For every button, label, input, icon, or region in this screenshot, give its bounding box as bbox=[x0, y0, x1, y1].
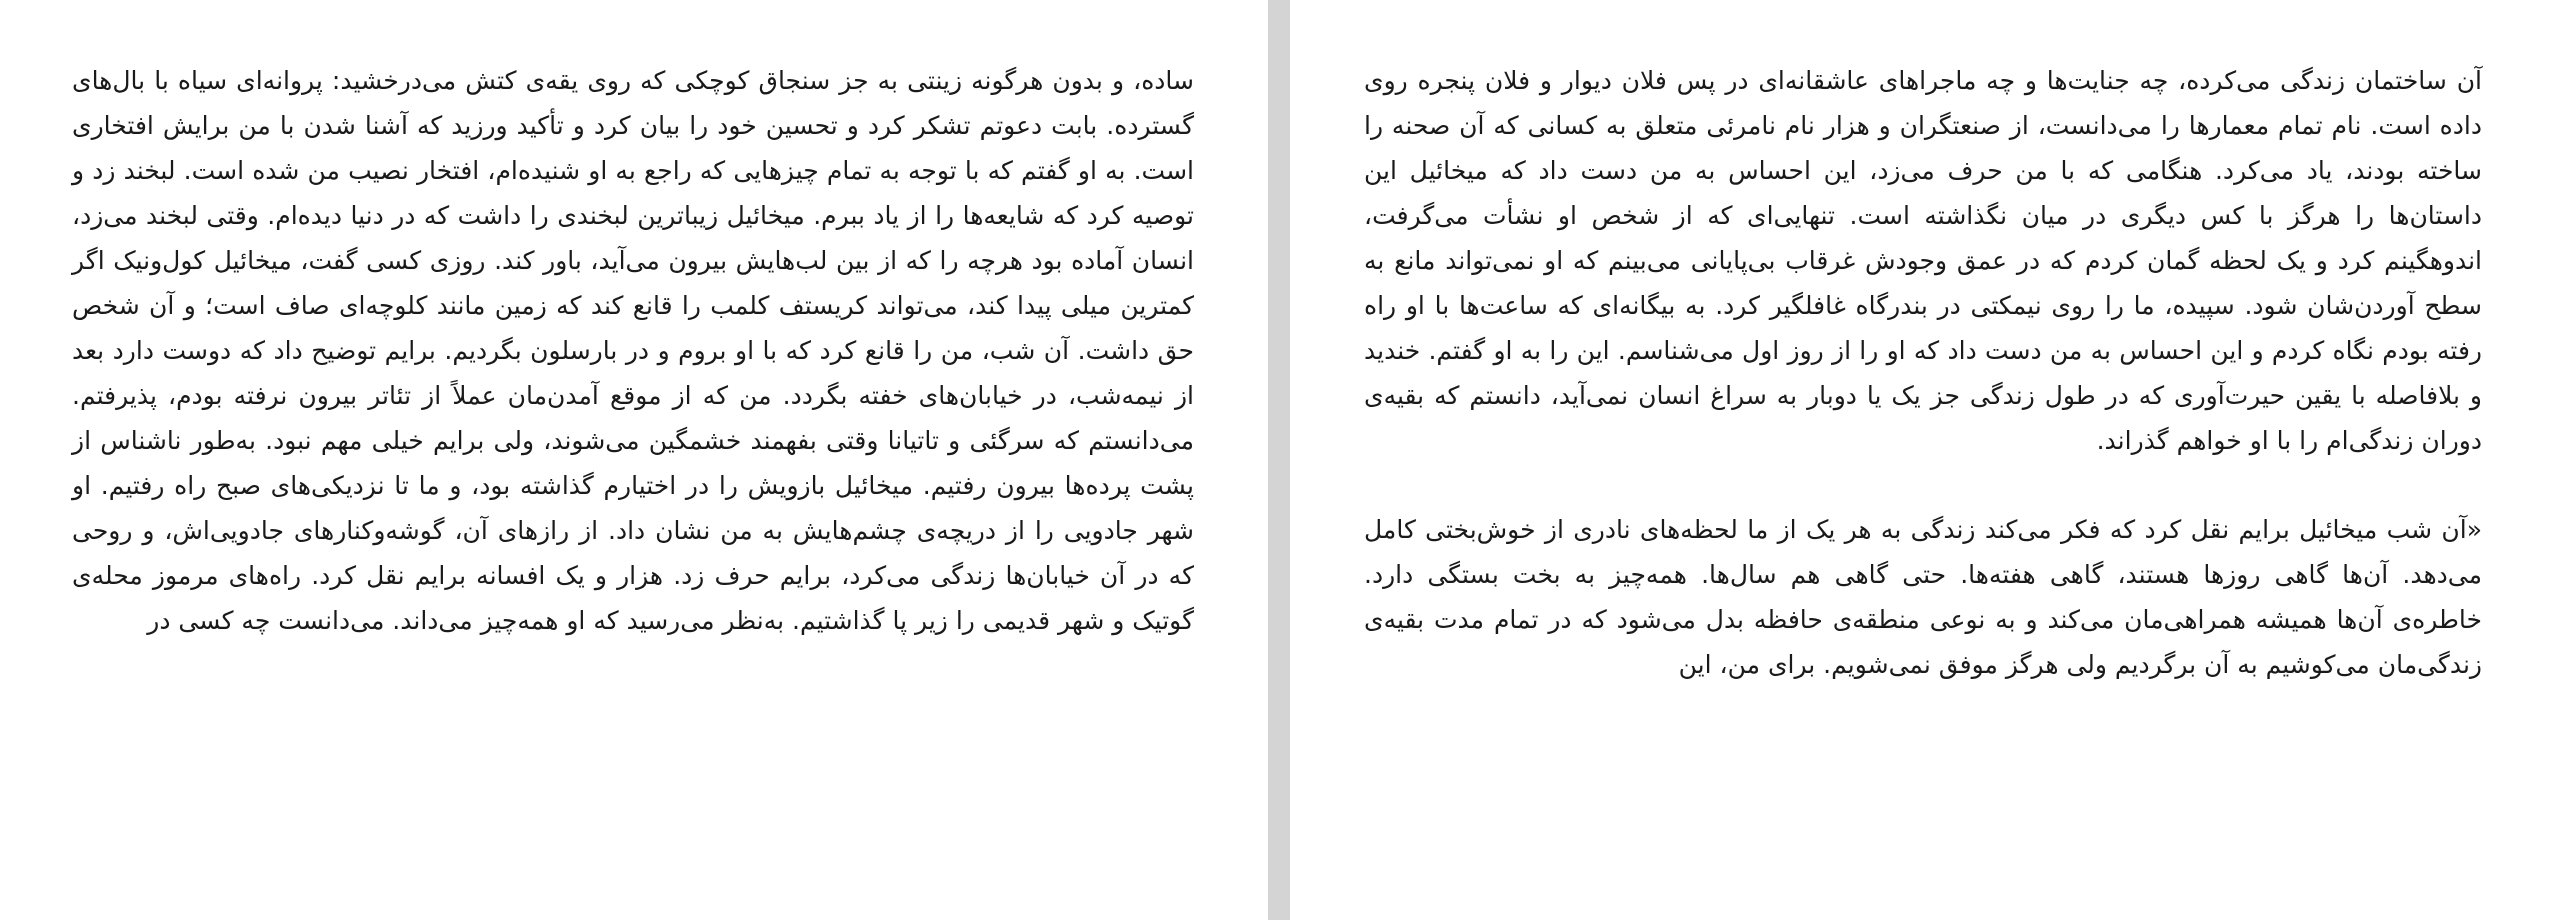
right-page-paragraph-2: «آن شب میخائیل برایم نقل کرد که فکر می‌کند زندگی به هر یک از ما لحظه‌های نادری از خوش‌بختی کامل می‌دهد. آن‌ها گاهی روزها هستند، گاهی هفته‌ها. حتی گاهی هم سال‌ها. همه‌چیز به بخت بستگی دارد. خاطره‌ی آن‌ها همیشه همراهی‌مان می‌کند و به نوعی منطقه‌ی حافظه بدل می‌شود که در تمام مدت بقیه‌ی زندگی‌مان می‌کوشیم به آن برگردیم ولی هرگز موفق نمی‌شویم. برای من، این bbox=[1364, 515, 2482, 679]
right-page bbox=[1290, 0, 2560, 920]
left-page bbox=[0, 0, 1268, 920]
right-page-paragraph-1: آن ساختمان زندگی می‌کرده، چه جنایت‌ها و چه ماجراهای عاشقانه‌ای در پس فلان دیوار و فلان پنجره روی داده است. نام تمام معمارها را می‌دانست، از صنعتگران و هزار نام نامرئی متعلق به کسانی که آن صحنه را ساخته بودند، یاد می‌کرد. هنگامی که با من حرف می‌زد، این احساس به من دست داد که میخائیل این داستان‌ها را هرگز با کس دیگری در میان نگذاشته است. تنهایی‌ای که از شخص او نشأت می‌گرفت، اندوهگینم کرد و یک لحظه گمان کردم که در عمق وجودش غرقاب بی‌پایانی می‌بینم که او نمی‌تواند مانع به سطح آوردن‌شان شود. سپیده، ما را روی نیمکتی در بندرگاه غافلگیر کرد. به بیگانه‌ای که ساعت‌ها با او راه رفته بودم نگاه کردم و این احساس به من دست داد که او را از روز اول می‌شناسم. این را به او گفتم. خندید و بلافاصله با یقین حیرت‌آوری که در طول زندگی جز یک یا دوبار به سراغ انسان نمی‌آید، دانستم که بقیه‌ی دوران زندگی‌ام را با او خواهم گذراند. bbox=[1364, 66, 2482, 455]
left-page-paragraph-1: ساده، و بدون هرگونه زینتی به جز سنجاق کوچکی که روی یقه‌ی کتش می‌درخشید: پروانه‌ای سیاه با بال‌های گسترده. بابت دعوتم تشکر کرد و تحسین خود را بیان کرد و تأکید ورزید که آشنا شدن با من برایش افتخاری است. به او گفتم که با توجه به تمام چیزهایی که راجع به او شنیده‌ام، افتخار نصیب من شده است. لبخند زد و توصیه کرد که شایعه‌ها را از یاد ببرم. میخائیل زیباترین لبخندی را داشت که در دنیا دیده‌ام. وقتی لبخند می‌زد، انسان آماده بود هرچه را که از بین لب‌هایش بیرون می‌آید، باور کند. روزی کسی گفت، میخائیل کول‌ونیک اگر کمترین میلی پیدا کند، می‌تواند کریستف کلمب را قانع کند که زمین مانند کلوچه‌ای صاف است؛ و آن شخص حق داشت. آن شب، من را قانع کرد که با او بروم و در بارسلون بگردیم. برایم توضیح داد که دوست دارد بعد از نیمه‌شب، در خیابان‌های خفته بگردد. من که از موقع آمدن‌مان عملاً از تئاتر بیرون نرفته بودم، پذیرفتم. می‌دانستم که سرگئی و تاتیانا وقتی بفهمند خشمگین می‌شوند، ولی برایم خیلی مهم نبود. به‌طور ناشناس از پشت پرده‌ها بیرون رفتیم. میخائیل بازویش را در اختیارم گذاشته بود، و ما تا نزدیکی‌های صبح راه رفتیم. او شهر جادویی را از دریچه‌ی چشم‌هایش به من نشان داد. از رازهای آن، گوشه‌وکنارهای جادویی‌اش، و روحی که در آن خیابان‌ها زندگی می‌کرد، برایم حرف زد. هزار و یک افسانه برایم نقل کرد. راه‌های مرموز محله‌ی گوتیک و شهر قدیمی را زیر پا گذاشتیم. به‌نظر می‌رسید که او همه‌چیز می‌داند. می‌دانست چه کسی در bbox=[72, 66, 1194, 635]
